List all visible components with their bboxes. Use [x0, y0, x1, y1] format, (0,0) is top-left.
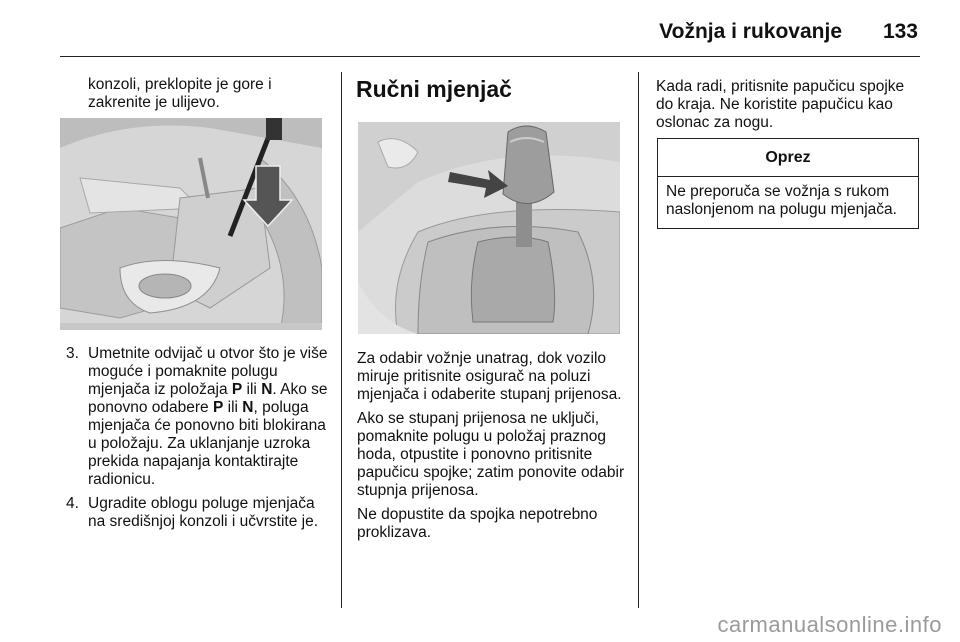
step-3 — [66, 345, 334, 489]
page-header — [60, 18, 920, 58]
column1-intro: konzoli, preklopite je gore i zakrenite je ulijevo. — [88, 76, 272, 111]
gear-position-p: P — [231, 381, 243, 398]
manual-transmission-text — [357, 350, 629, 548]
column-divider-2 — [638, 72, 639, 608]
paragraph: Ako se stupanj prijenosa ne uključi, pomaknite polugu u položaj praznog hoda, otpustite i ponovno pritisnite papučicu spojke; zatim ponovite odabir stupnja prijenosa. — [357, 410, 625, 499]
header-rule — [60, 56, 920, 57]
gear-position-n: N — [242, 399, 254, 416]
paragraph: Ne dopustite da spojka nepotrebno proklizava. — [357, 506, 598, 541]
step-number: 3. — [66, 345, 79, 362]
step-text: , poluga mjenjača će ponovno biti blokirana u položaju. Za uklanjanje uzroka prekida napajanja kontaktirajte radionicu. — [88, 399, 326, 488]
gear-position-n: N — [261, 381, 273, 398]
watermark: carmanualsonline.info — [717, 612, 942, 637]
column-divider-1 — [341, 72, 342, 608]
step-number: 4. — [66, 495, 79, 512]
instruction-steps — [66, 345, 334, 537]
chapter-title: Vožnja i rukovanje — [659, 20, 842, 43]
caution-title: Oprez — [658, 139, 918, 177]
step-text: ili — [242, 381, 262, 398]
section-heading: Ručni mjenjač — [356, 76, 512, 102]
step-4 — [66, 495, 334, 531]
page-number: 133 — [882, 20, 918, 43]
caution-text: Ne preporuča se vožnja s rukom naslonjenom na polugu mjenjača. — [666, 183, 897, 218]
gear-lever-illustration — [358, 122, 620, 334]
step-text: Ugradite oblogu poluge mjenjača na središnjoj konzoli i učvrstite je. — [88, 495, 319, 530]
step-text: . Ako se ponovno odabere — [88, 381, 328, 416]
column3-intro: Kada radi, pritisnite papučicu spojke do kraja. Ne koristite papučicu kao oslonac za nogu. — [656, 78, 905, 131]
gear-position-p: P — [212, 399, 224, 416]
step-text: ili — [223, 399, 243, 416]
screwdriver-illustration — [60, 118, 322, 330]
step-text: Umetnite odvijač u otvor što je više moguće i pomaknite polugu mjenjača iz položaja — [88, 345, 328, 398]
paragraph: Za odabir vožnje unatrag, dok vozilo miruje pritisnite osigurač na poluzi mjenjača i odaberite stupanj prijenosa. — [357, 350, 622, 403]
caution-box — [657, 138, 919, 229]
